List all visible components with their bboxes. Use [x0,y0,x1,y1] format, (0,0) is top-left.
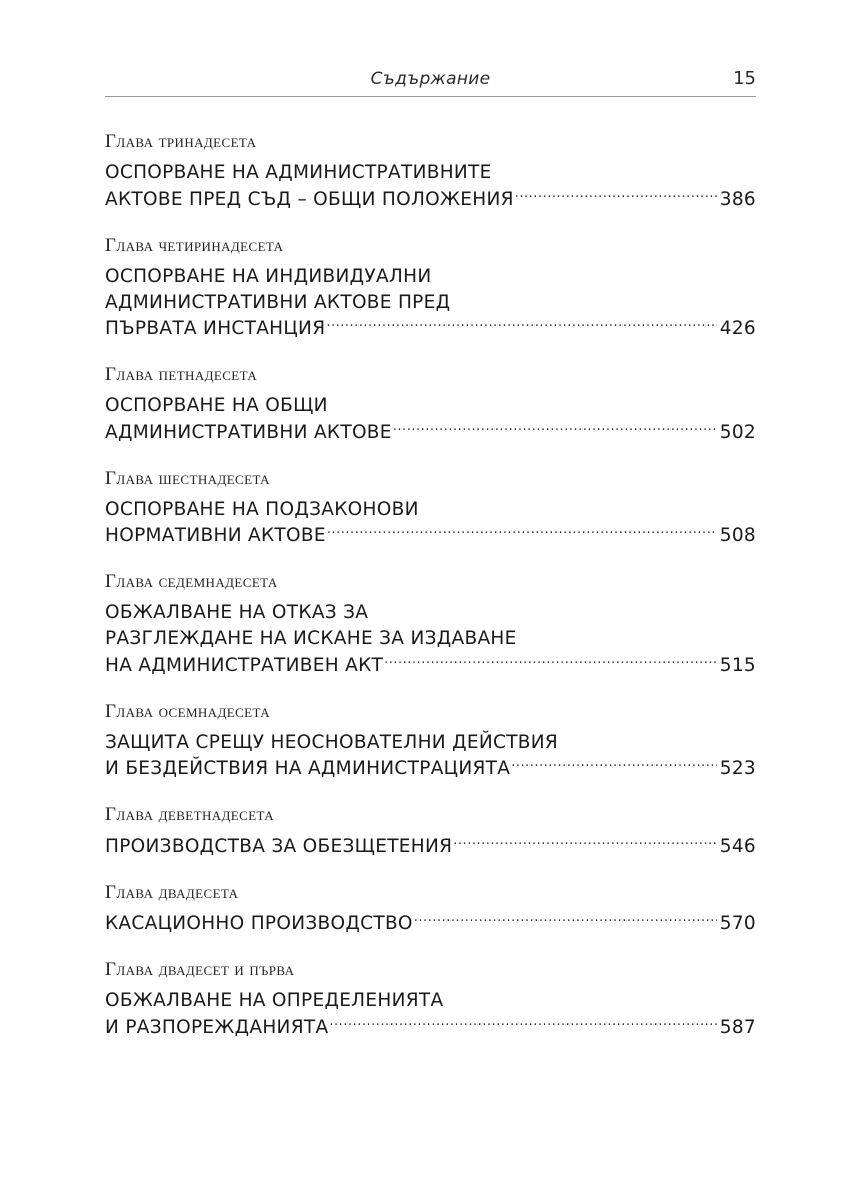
chapter-title-line: КАСАЦИОННО ПРОИЗВОДСТВО [105,913,413,934]
chapter-title [105,730,756,783]
dot-leader [329,1014,716,1033]
chapter-title-line: ЗАЩИТА СРЕЩУ НЕОСНОВАТЕЛНИ ДЕЙСТВИЯ [105,731,559,753]
chapter-title-line: ОБЖАЛВАНЕ НА ОПРЕДЕЛЕНИЯТА [105,990,444,1011]
chapter-title-line: НОРМАТИВНИ АКТОВЕ [105,525,326,546]
chapter-title-line: ОСПОРВАНЕ НА ОБЩИ [105,395,328,416]
dot-leader [511,756,717,775]
table-of-contents [105,130,756,1062]
chapter-title-leader-row [105,419,756,446]
chapter-title-line: ПРОИЗВОДСТВА ЗА ОБЕЗЩЕТЕНИЯ [105,835,453,857]
dot-leader [384,652,717,671]
dot-leader [414,911,717,930]
chapter-label: Глава шестнадесета [105,467,270,489]
chapter-title-leader-row [105,911,756,938]
chapter-title-line: ОСПОРВАНЕ НА ПОДЗАКОНОВИ [105,498,419,520]
chapter-title [105,393,756,446]
chapter-page-number: 546 [719,835,756,857]
chapter-label: Глава двадесета [105,881,239,903]
chapter-title-leader-row [105,756,756,783]
chapter-title-line: ПЪРВАТА ИНСТАНЦИЯ [105,318,326,339]
chapter-title-line: АДМИНИСТРАТИВНИ АКТОВЕ [105,421,392,443]
chapter-title [105,264,756,343]
chapter-title-leader-row [105,652,756,679]
chapter-page-number: 386 [719,188,756,210]
chapter-title-line: РАЗГЛЕЖДАНЕ НА ИСКАНЕ ЗА ИЗДАВАНЕ [105,628,517,649]
toc-entry[interactable] [105,881,756,938]
toc-entry[interactable] [105,700,756,783]
chapter-page-number: 587 [719,1016,756,1038]
chapter-title-line: И РАЗПОРЕЖДАНИЯТА [105,1016,329,1038]
page-header [105,66,756,97]
dot-leader [515,186,717,205]
toc-entry[interactable] [105,803,756,860]
chapter-title-leader-row [105,1014,756,1041]
chapter-title [105,911,756,938]
chapter-label: Глава двадесет и първа [105,959,295,980]
dot-leader [453,833,716,852]
chapter-title-line: ОБЖАЛВАНЕ НА ОТКАЗ ЗА [105,602,369,623]
chapter-title [105,497,756,550]
chapter-title-line: ОСПОРВАНЕ НА ИНДИВИДУАЛНИ [105,265,432,287]
toc-entry[interactable] [105,130,756,213]
toc-entry[interactable] [105,363,756,446]
chapter-label: Глава деветнадесета [105,804,275,825]
chapter-label: Глава четиринадесета [105,234,284,256]
chapter-title-leader-row [105,833,756,860]
chapter-title [105,600,756,679]
chapter-label: Глава осемнадесета [105,700,270,722]
chapter-title [105,833,756,860]
chapter-page-number: 508 [719,525,756,546]
toc-entry[interactable] [105,958,756,1041]
page-title: Съдържание [370,69,491,89]
chapter-title-leader-row [105,316,756,343]
chapter-title-line: АКТОВЕ ПРЕД СЪД – ОБЩИ ПОЛОЖЕНИЯ [105,188,514,210]
chapter-page-number: 523 [719,758,756,779]
chapter-page-number: 515 [719,654,756,676]
chapter-title [105,160,756,213]
chapter-page-number: 502 [719,421,756,443]
chapter-page-number: 570 [719,913,756,934]
chapter-title-line: НА АДМИНИСТРАТИВЕН АКТ [105,654,384,676]
toc-entry[interactable] [105,234,756,343]
chapter-title-line: ОСПОРВАНЕ НА АДМИНИСТРАТИВНИТЕ [105,162,492,183]
chapter-title [105,988,756,1041]
chapter-title-leader-row [105,186,756,213]
chapter-label: Глава седемнадесета [105,571,278,592]
page-number: 15 [733,68,756,89]
toc-entry[interactable] [105,467,756,550]
chapter-label: Глава петнадесета [105,364,258,385]
chapter-page-number: 426 [719,318,756,339]
dot-leader [327,523,717,542]
toc-entry[interactable] [105,570,756,679]
chapter-title-line: АДМИНИСТРАТИВНИ АКТОВЕ ПРЕД [105,291,451,313]
chapter-label: Глава тринадесета [105,131,257,152]
dot-leader [326,316,716,335]
chapter-title-line: И БЕЗДЕЙСТВИЯ НА АДМИНИСТРАЦИЯТА [105,758,511,779]
chapter-title-leader-row [105,523,756,550]
dot-leader [393,419,717,438]
